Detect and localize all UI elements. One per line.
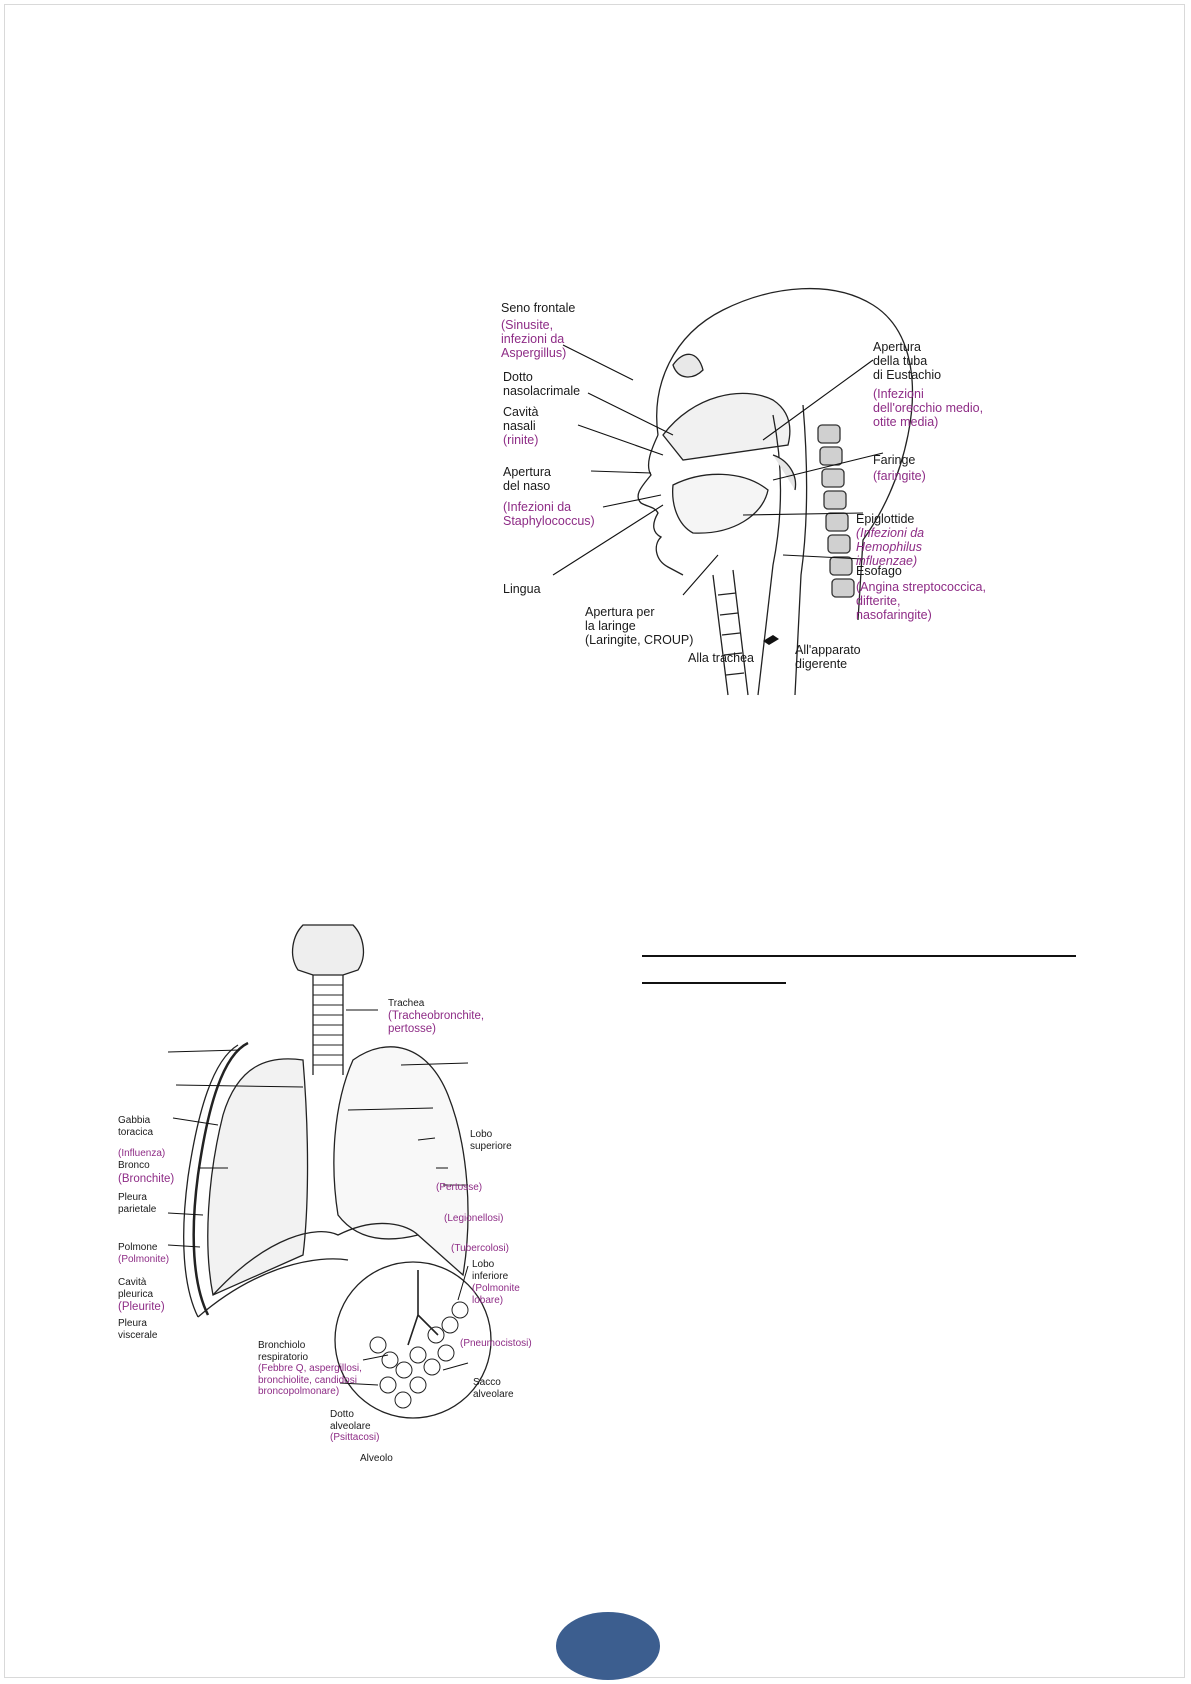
infection-psittacosi: (Psittacosi): [330, 1432, 380, 1443]
infection-legionellosi: (Legionellosi): [444, 1213, 504, 1224]
infection-polmonite: (Polmonite): [118, 1254, 170, 1265]
label-alveolo: Alveolo: [360, 1453, 393, 1464]
label-gabbia-toracica: Gabbia toracica: [118, 1115, 154, 1138]
label-trachea: Trachea: [388, 998, 425, 1009]
label-dotto-nasolacrimale: Dotto nasolacrimale: [503, 370, 581, 398]
label-polmone: Polmone: [118, 1242, 158, 1253]
label-pleura-parietale: Pleura parietale: [118, 1192, 157, 1215]
infection-faringe: (faringite): [873, 469, 926, 483]
label-dotto-alveolare: Dotto alveolare: [330, 1409, 371, 1432]
blank-line-2: [642, 982, 786, 984]
label-bronco: Bronco: [118, 1160, 150, 1171]
page-number-badge: [556, 1612, 660, 1680]
infection-pertosse: (Pertosse): [436, 1182, 483, 1193]
label-tuba-eustachio: Apertura della tuba di Eustachio: [873, 340, 942, 382]
label-cavita-pleurica: Cavità pleurica: [118, 1277, 154, 1300]
infection-cavita-nasali: (rinite): [503, 433, 539, 447]
infection-epiglottide: (Infezioni da Hemophilus influenzae): [856, 526, 925, 568]
infection-influenza: (Influenza): [118, 1148, 166, 1159]
lower-respiratory-figure: [118, 915, 588, 1475]
upper-respiratory-figure: [501, 275, 1073, 705]
label-sacco-alveolare: Sacco alveolare: [473, 1377, 514, 1400]
infection-pleurite: (Pleurite): [118, 1301, 165, 1313]
label-pleura-viscerale: Pleura viscerale: [118, 1318, 158, 1341]
label-lobo-inferiore: Lobo inferiore: [472, 1259, 509, 1282]
infection-tubercolosi: (Tubercolosi): [451, 1243, 509, 1254]
label-seno-frontale: Seno frontale: [501, 301, 576, 315]
label-bronchiolo: Bronchiolo respiratorio: [258, 1340, 309, 1363]
infection-tuba-eustachio: (Infezioni dell'orecchio medio, otite media): [873, 387, 984, 429]
infection-trachea: (Tracheobronchite, pertosse): [388, 1010, 485, 1035]
label-epiglottide: Epiglottide: [856, 512, 915, 526]
label-apertura-laringe: Apertura per la laringe (Laringite, CROUP): [585, 605, 694, 647]
infection-seno-frontale: (Sinusite, infezioni da Aspergillus): [501, 318, 567, 360]
infection-bronchiolo: (Febbre Q, aspergillosi, bronchiolite, candidosi broncopolmonare): [258, 1363, 362, 1397]
label-esofago: Esofago: [856, 564, 902, 578]
label-lingua: Lingua: [503, 582, 541, 596]
label-lobo-superiore: Lobo superiore: [470, 1129, 512, 1152]
infection-lobo-inferiore: (Polmonite lobare): [472, 1283, 520, 1306]
label-apertura-naso: Apertura del naso: [503, 465, 551, 493]
infection-apertura-naso: (Infezioni da Staphylococcus): [503, 500, 595, 528]
label-faringe: Faringe: [873, 453, 916, 467]
infection-pneumocistosi: (Pneumocistosi): [460, 1338, 532, 1349]
blank-line-1: [642, 955, 1076, 957]
infection-bronchite: (Bronchite): [118, 1173, 175, 1185]
infection-esofago: (Angina streptococcica, difterite, nasofaringite): [856, 580, 986, 622]
label-apparato-digerente: All'apparato digerente: [795, 643, 861, 671]
label-cavita-nasali: Cavità nasali: [503, 405, 539, 433]
label-alla-trachea: Alla trachea: [688, 651, 755, 665]
